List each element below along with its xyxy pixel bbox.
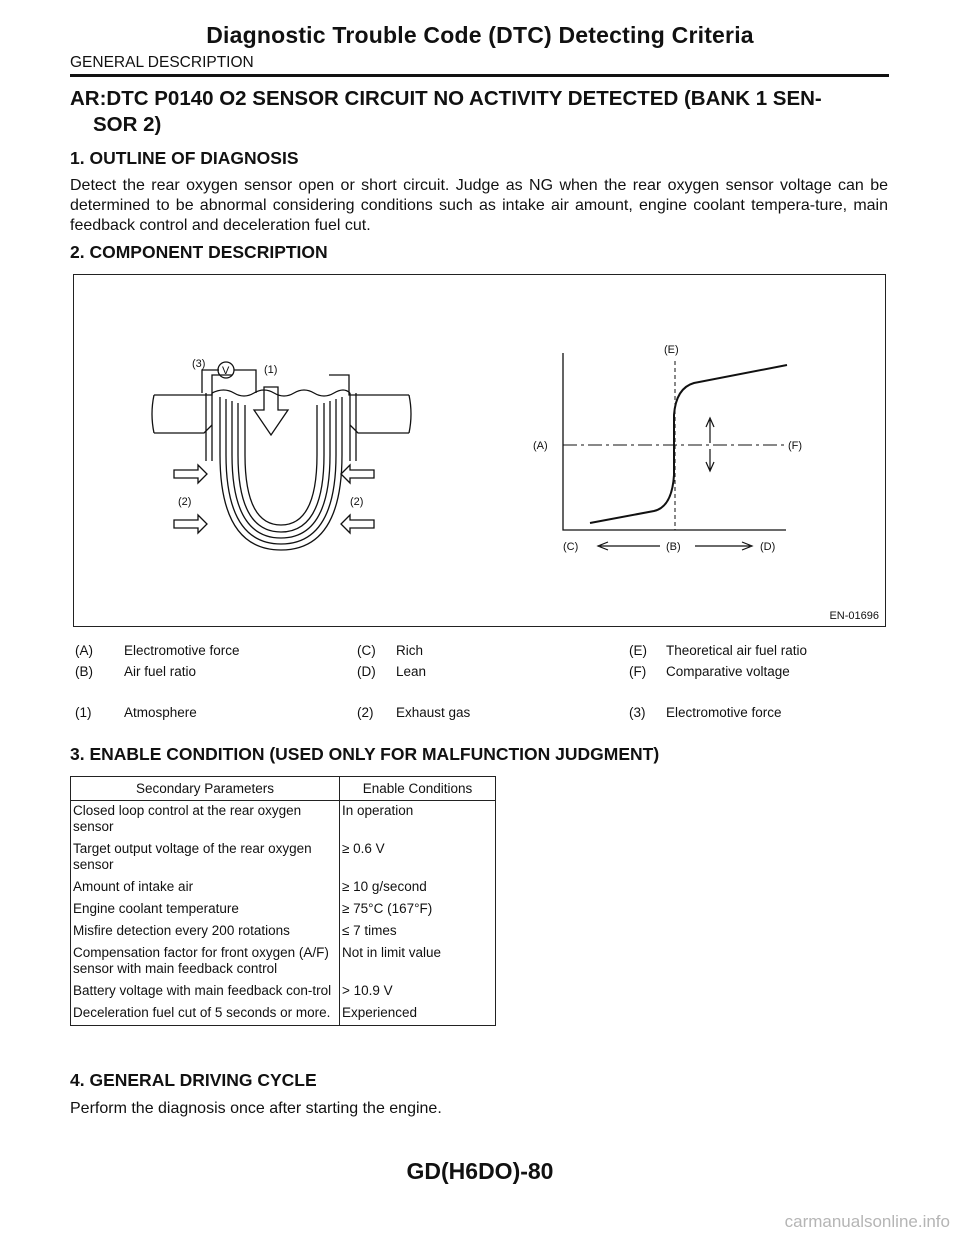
legend-code: (3)	[629, 705, 646, 720]
label-c: (C)	[563, 541, 579, 553]
legend-code: (E)	[629, 643, 647, 658]
table-row	[71, 877, 496, 899]
label-2-right: (2)	[350, 496, 364, 508]
param-cell: Battery voltage with main feedback con-trol	[71, 981, 340, 1003]
swing-arrow-down	[706, 449, 714, 471]
table-row	[71, 981, 496, 1003]
emf-graph	[563, 353, 787, 550]
label-3: (3)	[192, 358, 206, 370]
param-cell: Closed loop control at the rear oxygen sensor	[71, 801, 340, 840]
column-header: Enable Conditions	[340, 777, 496, 801]
page-title: Diagnostic Trouble Code (DTC) Detecting Criteria	[206, 22, 754, 48]
page-subtitle: GENERAL DESCRIPTION	[70, 54, 254, 71]
header-divider	[70, 74, 889, 77]
label-f: (F)	[788, 440, 803, 452]
condition-cell: Not in limit value	[340, 943, 496, 981]
component-figure	[73, 274, 886, 627]
legend-code: (B)	[75, 664, 93, 679]
legend-text: Atmosphere	[124, 705, 197, 720]
label-1: (1)	[264, 364, 278, 376]
condition-cell: > 10.9 V	[340, 981, 496, 1003]
label-a: (A)	[533, 440, 548, 452]
param-cell: Amount of intake air	[71, 877, 340, 899]
legend-text: Theoretical air fuel ratio	[666, 643, 808, 658]
param-cell: Target output voltage of the rear oxygen sensor	[71, 839, 340, 877]
section-title	[70, 86, 890, 138]
driving-heading: 4. GENERAL DRIVING CYCLE	[70, 1070, 317, 1090]
condition-cell: ≤ 7 times	[340, 921, 496, 943]
section-title-line-1: AR:DTC P0140 O2 SENSOR CIRCUIT NO ACTIVITY DETECTED (BANK 1 SEN-	[70, 87, 822, 110]
table-row	[71, 801, 496, 840]
component-heading: 2. COMPONENT DESCRIPTION	[70, 242, 328, 262]
column-header: Secondary Parameters	[71, 777, 340, 801]
legend-text: Exhaust gas	[396, 705, 471, 720]
condition-cell: ≥ 0.6 V	[340, 839, 496, 877]
label-2-left: (2)	[178, 496, 192, 508]
enable-heading: 3. ENABLE CONDITION (USED ONLY FOR MALFUNCTION JUDGMENT)	[70, 744, 660, 764]
table-row	[71, 839, 496, 877]
param-cell: Compensation factor for front oxygen (A/F) sensor with main feedback control	[71, 943, 340, 981]
table-row	[71, 943, 496, 981]
outline-text: Detect the rear oxygen sensor open or short circuit. Judge as NG when the rear oxygen sensor voltage can be determined to be abnormal considering conditions such as intake air amount, engine coolant tempera-ture, main feedback control and deceleration fuel cut.	[70, 177, 888, 234]
figure-id: EN-01696	[829, 610, 879, 622]
legend-code: (D)	[357, 664, 376, 679]
legend-code: (A)	[75, 643, 93, 658]
watermark: carmanualsonline.info	[784, 1212, 950, 1231]
voltmeter-symbol: V	[222, 365, 230, 377]
condition-cell: In operation	[340, 801, 496, 840]
condition-cell: ≥ 75°C (167°F)	[340, 899, 496, 921]
param-cell: Misfire detection every 200 rotations	[71, 921, 340, 943]
swing-arrow-up	[706, 418, 714, 443]
param-cell: Engine coolant temperature	[71, 899, 340, 921]
emf-curve	[590, 365, 787, 523]
rich-arrow	[598, 542, 660, 550]
label-e: (E)	[664, 344, 679, 356]
legend-code: (1)	[75, 705, 92, 720]
legend-text: Lean	[396, 664, 427, 679]
legend-code: (F)	[629, 664, 647, 679]
driving-text: Perform the diagnosis once after starting the engine.	[70, 1100, 442, 1117]
page-number: GD(H6DO)-80	[406, 1158, 554, 1184]
label-d: (D)	[760, 541, 776, 553]
section-title-line-2: SOR 2)	[93, 113, 162, 136]
param-cell: Deceleration fuel cut of 5 seconds or more.	[71, 1003, 340, 1026]
legend-text: Electromotive force	[666, 705, 782, 720]
legend-code: (C)	[357, 643, 376, 658]
table-row	[71, 921, 496, 943]
enable-conditions-table	[70, 776, 496, 1026]
outline-heading: 1. OUTLINE OF DIAGNOSIS	[70, 148, 299, 168]
lean-arrow	[695, 542, 752, 550]
label-b: (B)	[666, 541, 681, 553]
sensor-diagram	[74, 275, 885, 626]
condition-cell: Experienced	[340, 1003, 496, 1026]
table-row	[71, 899, 496, 921]
condition-cell: ≥ 10 g/second	[340, 877, 496, 899]
legend-text: Rich	[396, 643, 424, 658]
legend-text: Electromotive force	[124, 643, 240, 658]
legend-text: Air fuel ratio	[124, 664, 197, 679]
legend-code: (2)	[357, 705, 374, 720]
table-row	[71, 1003, 496, 1026]
legend-text: Comparative voltage	[666, 664, 790, 679]
oxygen-sensor-drawing	[152, 362, 411, 550]
